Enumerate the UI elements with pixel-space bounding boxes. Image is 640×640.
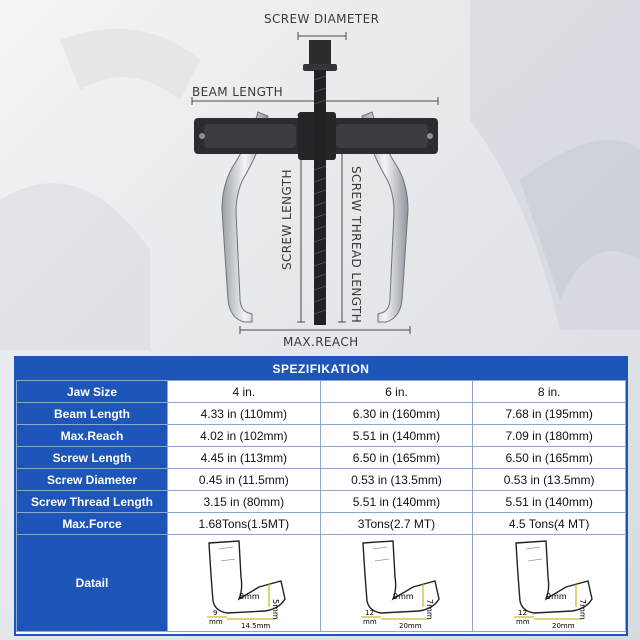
detail-dim-a: 9mm [546, 592, 567, 601]
size-header: 8 in. [473, 381, 626, 403]
jaw-detail-diagram [321, 537, 471, 629]
spec-table-panel [14, 356, 628, 636]
table-cell: 3.15 in (80mm) [168, 491, 321, 513]
table-cell: 0.45 in (11.5mm) [168, 469, 321, 491]
detail-cell [473, 535, 626, 632]
row-header: Max.Reach [17, 425, 168, 447]
table-cell: 3Tons(2.7 MT) [320, 513, 473, 535]
table-row [17, 403, 626, 425]
detail-dim-b: 7mm [578, 599, 588, 620]
table-row [17, 447, 626, 469]
row-header: Beam Length [17, 403, 168, 425]
detail-dim-d: 14.5mm [240, 622, 271, 629]
table-header-row [17, 381, 626, 403]
detail-dim-c: 9 [212, 609, 218, 617]
detail-dim-b: 5mm [270, 599, 280, 620]
jaw-detail-diagram [474, 537, 624, 629]
table-cell: 1.68Tons(1.5MT) [168, 513, 321, 535]
detail-dim-c: 12 [518, 609, 528, 617]
table-cell: 7.09 in (180mm) [473, 425, 626, 447]
table-cell: 4.33 in (110mm) [168, 403, 321, 425]
row-header: Jaw Size [17, 381, 168, 403]
spec-title: SPEZIFIKATION [16, 358, 626, 380]
row-header: Max.Force [17, 513, 168, 535]
table-cell: 0.53 in (13.5mm) [473, 469, 626, 491]
table-cell: 5.51 in (140mm) [320, 491, 473, 513]
max-reach-label: MAX.REACH [283, 335, 359, 349]
table-cell: 5.51 in (140mm) [473, 491, 626, 513]
beam-length-label: BEAM LENGTH [192, 85, 284, 99]
detail-row [17, 535, 626, 632]
table-cell: 6.50 in (165mm) [320, 447, 473, 469]
detail-dim-c: 12 [365, 609, 375, 617]
row-header: Screw Diameter [17, 469, 168, 491]
table-row [17, 513, 626, 535]
size-header: 6 in. [320, 381, 473, 403]
table-cell: 5.51 in (140mm) [320, 425, 473, 447]
spec-table [16, 380, 626, 632]
detail-dim-d: 20mm [552, 622, 575, 629]
detail-dim-a: 9mm [393, 592, 415, 601]
detail-dim-c-unit: mm [208, 618, 223, 626]
screw-diameter-label: SCREW DIAMETER [264, 12, 380, 26]
screw-thread-length-label: SCREW THREAD LENGTH [349, 166, 363, 324]
row-header: Screw Thread Length [17, 491, 168, 513]
detail-cell [320, 535, 473, 632]
row-header: Datail [17, 535, 168, 632]
table-row [17, 425, 626, 447]
detail-cell [168, 535, 321, 632]
table-cell: 6.30 in (160mm) [320, 403, 473, 425]
detail-dim-d: 20mm [399, 622, 423, 629]
jaw-detail-diagram [169, 537, 319, 629]
table-cell: 0.53 in (13.5mm) [320, 469, 473, 491]
detail-dim-c-unit: mm [363, 618, 378, 626]
table-cell: 7.68 in (195mm) [473, 403, 626, 425]
detail-dim-a: 8mm [238, 592, 260, 601]
row-header: Screw Length [17, 447, 168, 469]
table-row [17, 469, 626, 491]
size-header: 4 in. [168, 381, 321, 403]
table-row [17, 491, 626, 513]
detail-dim-b: 7mm [425, 599, 435, 620]
table-cell: 6.50 in (165mm) [473, 447, 626, 469]
detail-dim-c-unit: mm [516, 618, 530, 626]
table-cell: 4.45 in (113mm) [168, 447, 321, 469]
table-cell: 4.02 in (102mm) [168, 425, 321, 447]
table-cell: 4.5 Tons(4 MT) [473, 513, 626, 535]
screw-length-label: SCREW LENGTH [280, 169, 294, 270]
